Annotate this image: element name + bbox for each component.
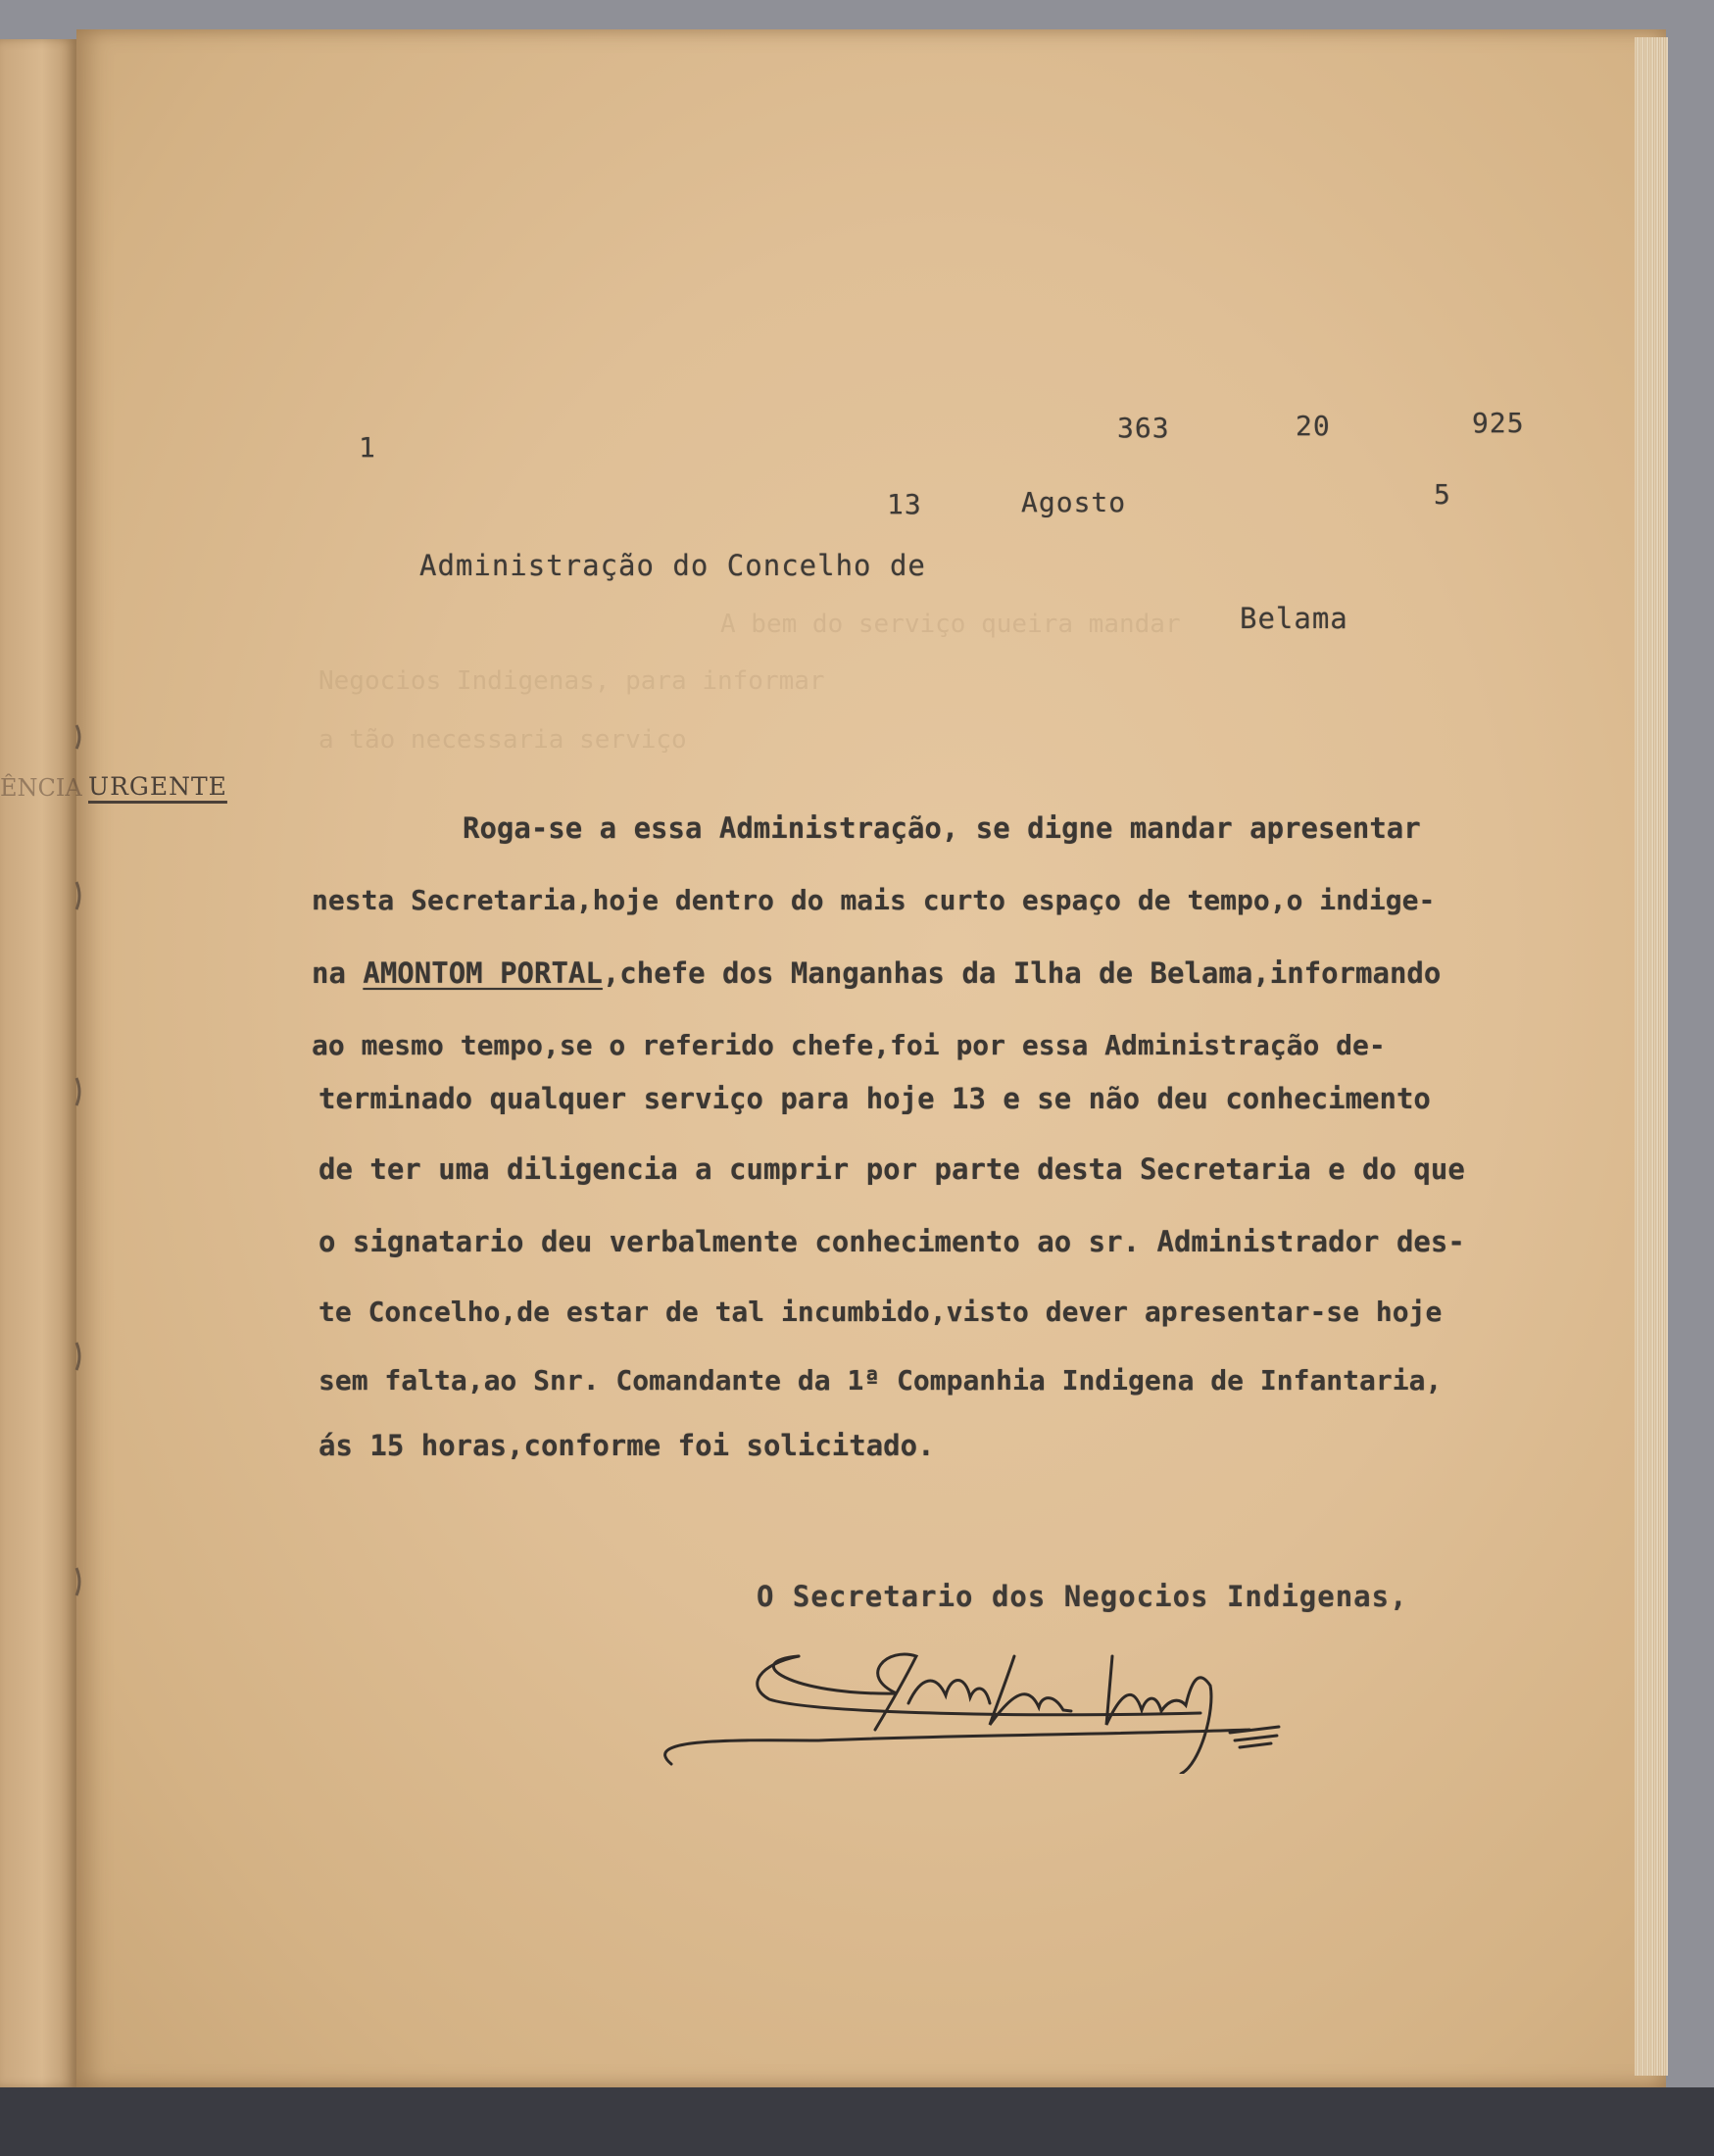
left-page-edge <box>0 39 76 2087</box>
page-stack-edge <box>1635 37 1668 2076</box>
person-name: AMONTOM PORTAL <box>363 956 603 990</box>
body-line: nesta Secretaria,hoje dentro do mais curto espaço de tempo,o indige- <box>312 884 1436 916</box>
bleed-through-text: A bem do serviço queira mandar <box>720 610 1181 639</box>
reference-number: 363 <box>1117 412 1170 444</box>
date-digit: 5 <box>1434 478 1451 511</box>
body-line <box>312 956 1441 990</box>
signatory-title: O Secretario dos Negocios Indigenas, <box>757 1580 1408 1613</box>
date-month: Agosto <box>1021 486 1127 518</box>
body-line: terminado qualquer serviço para hoje 13 e se não deu conhecimento <box>318 1082 1431 1115</box>
body-text-fragment: na <box>312 956 364 990</box>
scan-bottom-border <box>0 2087 1714 2156</box>
body-text-fragment: ,chefe dos Manganhas da Ilha de Belama,informando <box>602 956 1442 990</box>
body-line: de ter uma diligencia a cumprir por parte desta Secretaria e do que <box>318 1152 1465 1186</box>
body-line: Roga-se a essa Administração, se digne mandar apresentar <box>463 811 1421 845</box>
binding-stitches-icon <box>69 39 84 2087</box>
body-line: ao mesmo tempo,se o referido chefe,foi por essa Administração de- <box>312 1029 1386 1061</box>
bleed-through-text: Negocios Indigenas, para informar <box>318 666 825 696</box>
reference-number: 20 <box>1296 410 1331 442</box>
body-line: sem falta,ao Snr. Comandante da 1ª Companhia Indigena de Infantaria, <box>318 1364 1443 1396</box>
handwritten-signature <box>652 1617 1318 1774</box>
body-line: o signatario deu verbalmente conhecimento ao sr. Administrador des- <box>318 1225 1465 1258</box>
urgent-stamp-fragment: ÊNCIA <box>0 774 82 802</box>
reference-year: 925 <box>1472 407 1525 439</box>
bleed-through-text: a tão necessaria serviço <box>318 725 687 755</box>
addressee-place: Belama <box>1240 602 1348 635</box>
addressee-line: Administração do Concelho de <box>419 549 926 582</box>
body-line: ás 15 horas,conforme foi solicitado. <box>318 1429 935 1462</box>
urgent-label: URGENTE <box>88 772 227 801</box>
document-number: 1 <box>359 431 376 464</box>
body-line: te Concelho,de estar de tal incumbido,visto dever apresentar-se hoje <box>318 1296 1443 1328</box>
date-day: 13 <box>887 488 922 520</box>
